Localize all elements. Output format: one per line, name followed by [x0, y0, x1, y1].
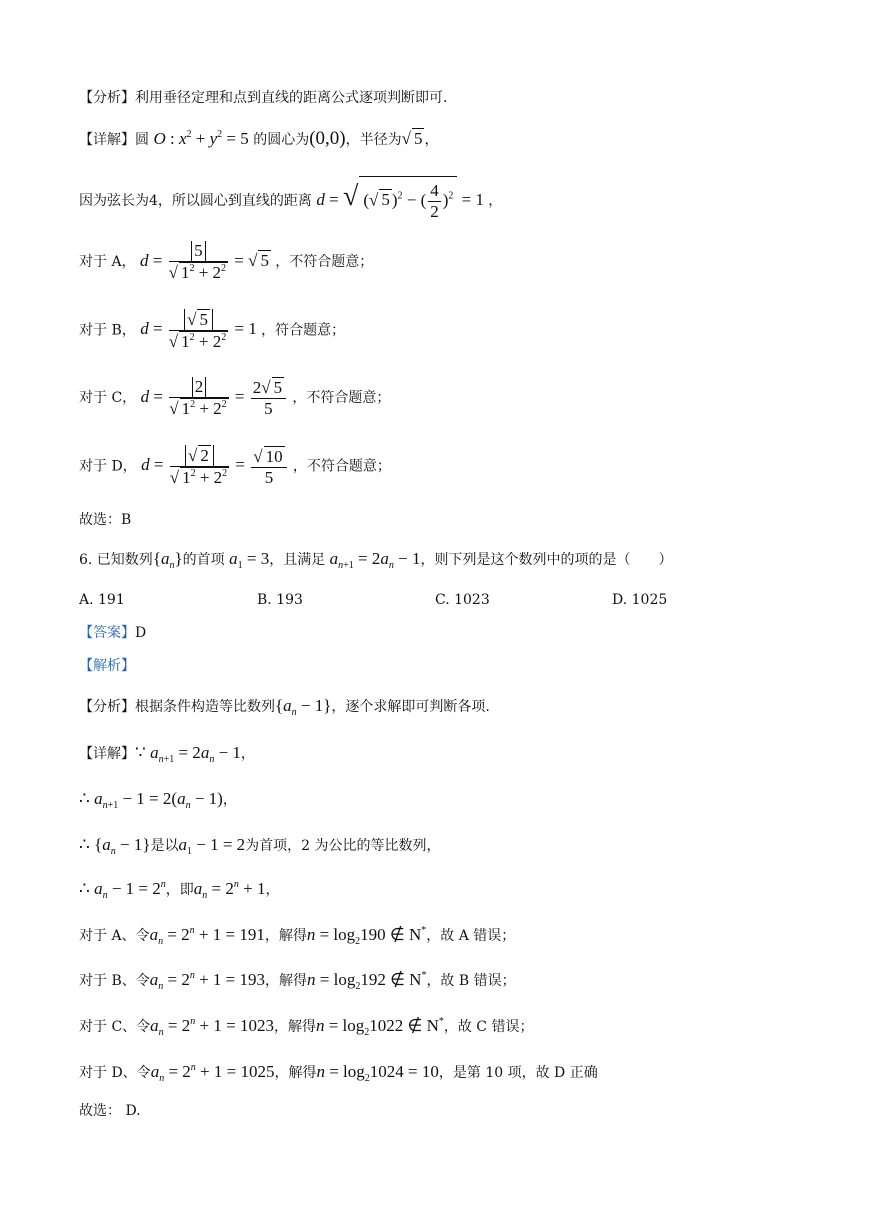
text-fragment: 的首项 [182, 552, 225, 568]
text-fragment: 的圆心为 [253, 132, 310, 148]
check-b-eq: $a_n = 2^n + 1 = 193$ [149, 970, 266, 992]
text-fragment: 对于 C、令 [79, 1019, 151, 1035]
chord-line [79, 176, 502, 226]
text-fragment: ，不符合题意； [292, 458, 391, 475]
text-fragment: 因为弦长为4，所以圆心到直线的距离 [79, 193, 312, 209]
question-6 [79, 549, 672, 570]
check-c-log: $n = \log_21022$ ∉ N* [315, 1016, 444, 1038]
detail-line-1 [79, 128, 438, 150]
general-term-1: ∴ $a_n - 1 = 2^n$ [79, 879, 166, 901]
text-fragment: 对于 A， [79, 254, 136, 270]
text-fragment: ，解得 [274, 1065, 317, 1081]
text-fragment: 圆 [135, 132, 149, 148]
option-b-line [79, 309, 345, 352]
answer-tag: 【答案】 [79, 625, 135, 641]
circle-equation: O : $x^2 + y^2 = 5$ [153, 129, 249, 148]
text-fragment: 对于 A、令 [79, 928, 150, 944]
geometric-sequence: $\{a_n - 1\}$ [275, 696, 332, 718]
option-b-formula: d = $\frac{√ 5}{√ 1^2 + 2^2}$ = 1 [140, 310, 262, 351]
check-d [79, 1062, 598, 1083]
text-fragment: ，解得 [265, 973, 308, 989]
sequence-minus-one: ∴ $\{a_n - 1\}$ [79, 835, 151, 857]
text-fragment: 对于 D、令 [79, 1065, 151, 1081]
check-c-eq: $a_n = 2^n + 1 = 1023$ [150, 1016, 274, 1038]
circle-center: (0,0) [309, 128, 346, 149]
check-d-log: $n = \log_21024 = 10$ [316, 1062, 439, 1084]
text-fragment: 为首项，2 为公比的等比数列， [245, 838, 441, 854]
general-term-2: $a_n = 2^n + 1$ [193, 879, 266, 901]
text-fragment: ，故 A 错误； [426, 928, 516, 944]
check-a [79, 925, 515, 946]
text-fragment: ，不符合题意； [292, 390, 391, 406]
text-fragment: ， [265, 882, 280, 898]
sequence-symbol: $\{a_n\}$ [152, 549, 183, 571]
first-term: $a_1 = 3$ [229, 549, 270, 571]
text-fragment: 【分析】根据条件构造等比数列 [79, 699, 275, 715]
text-fragment: 6. 已知数列 [79, 552, 153, 568]
check-b [79, 970, 516, 991]
choice-d: D. 1025 [612, 592, 668, 608]
check-a-log: $n = \log_2190$ ∉ N* [306, 925, 427, 947]
analysis-line-1: 【分析】利用垂径定理和点到直线的距离公式逐项判断即可. [79, 90, 448, 106]
answer-value: D [135, 625, 147, 641]
recurrence: $a_{n+1} = 2a_n - 1$ [329, 549, 421, 571]
check-c [79, 1016, 533, 1037]
text-fragment: ，不符合题意； [275, 254, 374, 270]
text-fragment: ，故 C 错误； [443, 1019, 534, 1035]
text-fragment: 对于 B、令 [79, 973, 150, 989]
option-a-formula: d = $\frac{5}{√ 1^2 + 2^2}$ = √ 5 [140, 241, 269, 282]
text-fragment: ， [424, 132, 439, 148]
answer-line [79, 623, 146, 643]
text-fragment: ，解得 [264, 928, 307, 944]
choice-a: A. 191 [79, 592, 125, 608]
text-fragment: ，是第 10 项，故 D 正确 [438, 1065, 598, 1081]
step-3 [79, 835, 441, 856]
text-fragment: ，符合题意； [261, 322, 346, 339]
recurrence-restated: ∵ $a_{n+1} = 2a_n - 1$ [135, 743, 241, 765]
detail-tag: 【详解】 [79, 132, 135, 148]
text-fragment: ，即 [165, 882, 194, 898]
text-fragment: ，故 B 错误； [426, 973, 516, 989]
text-fragment: ， [222, 792, 237, 808]
check-d-eq: $a_n = 2^n + 1 = 1025$ [150, 1062, 275, 1084]
text-fragment: ， [488, 193, 503, 209]
text-fragment: 是以 [150, 838, 179, 854]
text-fragment: ，半径为 [345, 132, 402, 148]
distance-formula: d = √ (√ 5 )$^2$ − ( $\frac{4}{2}$ )$^2$ = 1 [316, 190, 488, 209]
jiexi-tag: 【解析】 [79, 658, 135, 674]
text-fragment: 对于 D， [79, 458, 137, 475]
choice-c: C. 1023 [435, 592, 490, 608]
text-fragment: ，逐个求解即可判断各项. [331, 699, 490, 715]
radius-value: √ 5 [401, 129, 423, 148]
first-term-minus-one: $a_1 - 1 = 2$ [178, 835, 246, 857]
text-fragment: 对于 B， [79, 322, 136, 339]
step-4 [79, 879, 279, 900]
text-fragment: ，则下列是这个数列中的项的是（ ） [420, 552, 673, 568]
text-fragment: ，且满足 [269, 552, 326, 568]
option-c-formula: d = $\frac{2}{√ 1^2 + 2^2}$ = $\frac{2√ 5}{5}$ [141, 387, 293, 406]
option-d-formula: d = $\frac{√ 2}{√ 1^2 + 2^2}$ = $\frac{√ 10}{5}$ [141, 455, 293, 474]
text-fragment: ， [240, 746, 255, 762]
choice-b: B. 193 [257, 592, 303, 608]
option-c-line [79, 377, 390, 419]
analysis-line-2 [79, 696, 490, 717]
check-a-eq: $a_n = 2^n + 1 = 191$ [149, 925, 265, 947]
detail-line-2 [79, 743, 255, 764]
option-a-line [79, 241, 373, 283]
step-2 [79, 789, 237, 810]
detail-tag: 【详解】 [79, 746, 135, 762]
choose-line-1: 故选：B [79, 512, 132, 528]
text-fragment: 对于 C， [79, 390, 137, 406]
transformed-recurrence: ∴ $a_{n+1} - 1 = 2(a_n - 1)$ [79, 789, 223, 811]
choose-line-2: 故选： D. [79, 1103, 141, 1119]
text-fragment: ，解得 [273, 1019, 316, 1035]
option-d-line [79, 445, 391, 488]
check-b-log: $n = \log_2192$ ∉ N* [307, 970, 427, 992]
